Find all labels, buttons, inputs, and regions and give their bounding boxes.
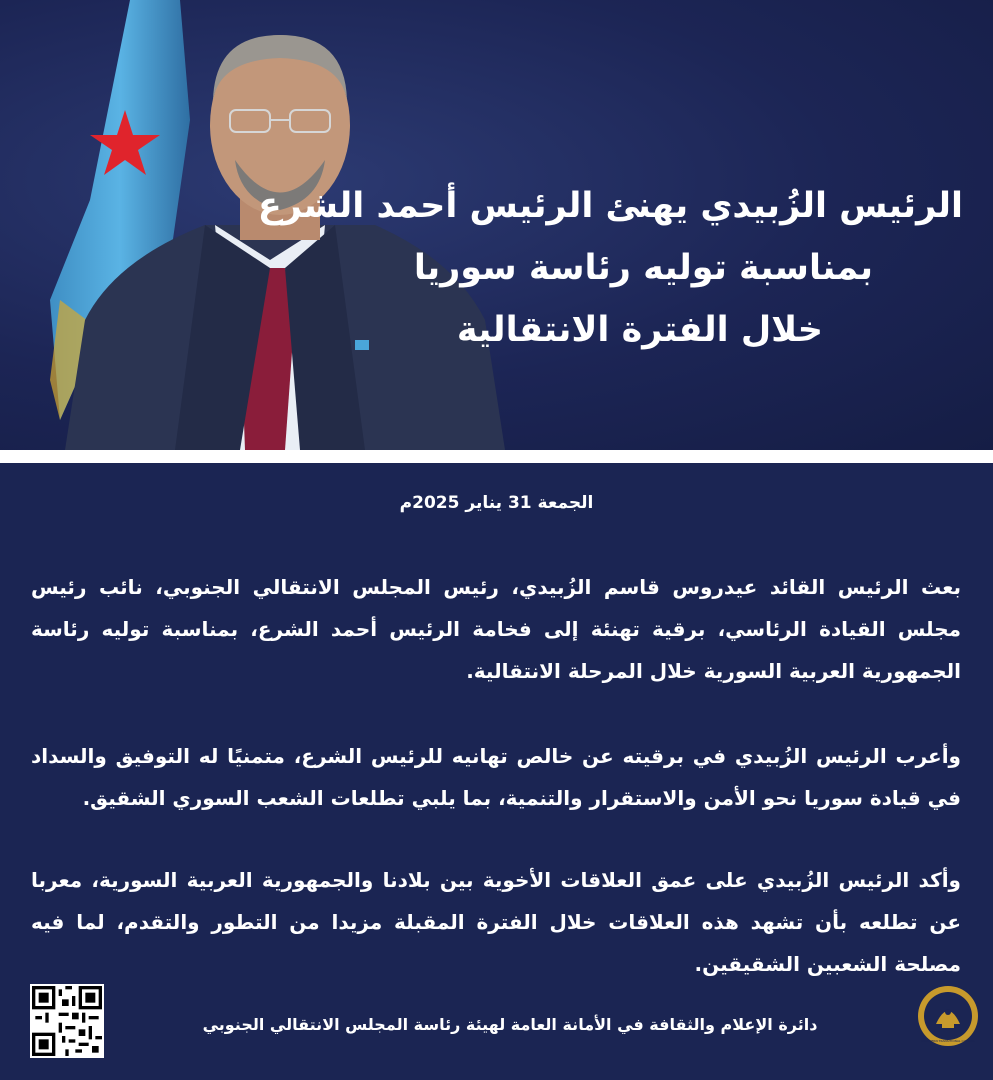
paragraph-1: بعث الرئيس القائد عيدروس قاسم الزُبيدي، رئيس المجلس الانتقالي الجنوبي، نائب رئيس مجلس القيادة الرئاسي، برقية تهنئة إلى فخامة الرئيس أحمد الشرع، بمناسبة توليه رئاسة الجمهورية العربية السورية خلال المرحلة الانتقالية. [31,575,961,683]
divider [0,450,993,463]
footer-credit: دائرة الإعلام والثقافة في الأمانة العامة لهيئة رئاسة المجلس الانتقالي الجنوبي [202,1015,818,1034]
headline-line-2: بمناسبة توليه رئاسة سوريا [413,248,873,288]
article-body [0,463,993,1080]
headline-line-1: الرئيس الزُبيدي يهنئ الرئيس أحمد الشرع [257,186,963,226]
hero-banner [0,0,993,450]
qr-code-icon[interactable] [30,984,104,1058]
date-line: الجمعة 31 يناير 2025م [399,493,594,513]
emblem-label: SOUTHERN TRANSITIONAL COUNCIL [920,1039,976,1043]
paragraph-3: وأكد الرئيس الزُبيدي على عمق العلاقات الأخوية بين بلادنا والجمهورية العربية السورية، معربا عن تطلعه بأن تشهد هذه العلاقات خلال الفترة المقبلة مزيدا من التطور والتقدم، لما فيه مصلحة الشعبين الشقيقين. [31,868,961,976]
headline-line-3: خلال الفترة الانتقالية [456,310,823,350]
headline [257,175,963,361]
council-emblem-icon [916,984,980,1048]
paragraph-2: وأعرب الرئيس الزُبيدي في برقيته عن خالص تهانيه للرئيس الشرع، متمنيًا له التوفيق والسداد في قيادة سوريا نحو الأمن والاستقرار والتنمية، بما يلبي تطلعات الشعب السوري الشقيق. [31,744,961,810]
